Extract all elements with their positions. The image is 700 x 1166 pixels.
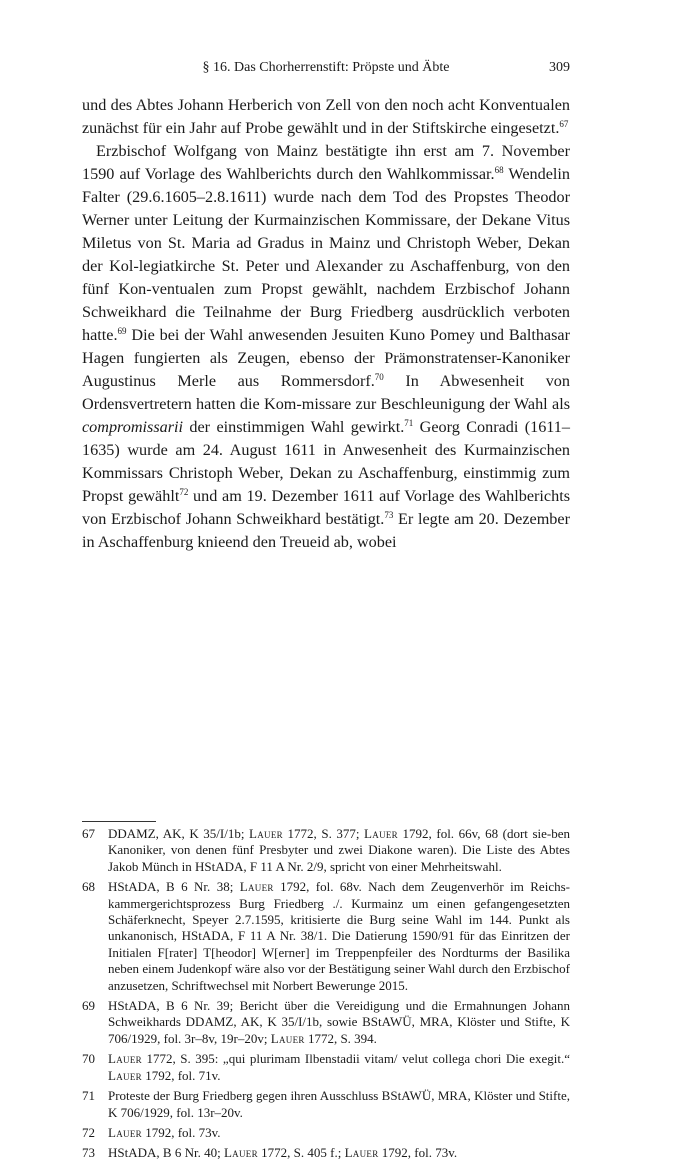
footnote-68: [82, 879, 570, 994]
book-page: [82, 58, 570, 1166]
footnote-text: DDAMZ, AK, K 35/I/1b; Lauer 1772, S. 377; Lauer 1792, fol. 66v, 68 (dort sie-ben Kanoniker, von denen fünf Presbyter und zwei Diakone waren). Die Liste des Abtes Jakob Münch in HStADA, F 11 A Nr. 2/9, spricht von einer Mehrheitswahl.: [108, 826, 570, 874]
footnote-72: [82, 1125, 570, 1141]
footnote-ref-70[interactable]: 70: [374, 372, 384, 382]
footnote-ref-67[interactable]: 67: [559, 119, 569, 129]
footnote-ref-71[interactable]: 71: [404, 418, 414, 428]
author-name: Lauer: [108, 1124, 142, 1140]
footnote-number: 73: [82, 1145, 95, 1161]
running-head: [82, 58, 570, 84]
footnote-71: [82, 1088, 570, 1121]
footnote-text: HStADA, B 6 Nr. 38; Lauer 1792, fol. 68v. Nach dem Zeugenverhör im Reichs-kammergerichtsprozess Burg Friedberg ./. Kurmainz um einen gefangengesetzten Schäferknecht, Speyer 2.7.1595, kritisierte die Burg seine Wahl im 144. Punkt als unkanonisch, HStADA, F 11 A Nr. 38/1. Die Datierung 1590/91 für das Einritzen der Initialen F[rater] T[heodor] W[erner] im Treppenpfeiler des Nordturms der Basilika neben einem Judenkopf wäre also vor der Bestätigung seiner Wahl durch den Erzbischof anzusetzen, Schriftwechsel mit Norbert Bewerunge 2015.: [108, 879, 570, 993]
footnote-list: [82, 826, 570, 1162]
footnote-ref-69[interactable]: 69: [117, 326, 127, 336]
page-number: 309: [549, 60, 570, 75]
footnote-ref-72[interactable]: 72: [179, 487, 189, 497]
footnote-ref-73[interactable]: 73: [384, 510, 394, 520]
author-name: Lauer: [223, 1145, 258, 1161]
author-name: Lauer: [364, 826, 398, 841]
footnote-67: [82, 826, 570, 875]
running-head-title: § 16. Das Chorherrenstift: Pröpste und Äbte: [202, 60, 450, 75]
footnote-text: Proteste der Burg Friedberg gegen ihren Ausschluss BStAWÜ, MRA, Klöster und Stifte, K 706/1929, fol. 13r–20v.: [108, 1088, 570, 1120]
paragraph-2: Erzbischof Wolfgang von Mainz bestätigte ihn erst am 7. November 1590 auf Vorlage des Wahlberichts durch den Wahlkommissar.$^{68}$ Wendelin Falter (29.6.1605–2.8.1611) wurde nach dem Tod des Propstes Theodor Werner unter Leitung der Kurmainzischen Kommissare, der Dekane Vitus Miletus von St. Maria ad Gradus in Mainz und Christoph Weber, Dekan der Kol-legiatkirche St. Peter und Alexander zu Aschaffenburg, von den fünf Kon-ventualen zum Propst gewählt, nachdem Erzbischof Johann Schweikhard die Teilnahme der Burg Friedberg ausdrücklich verboten hatte.$^{69}$ Die bei der Wahl anwesenden Jesuiten Kuno Pomey und Balthasar Hagen fungierten als Zeugen, ebenso der Prämonstratenser-Kanoniker Augustinus Merle aus Rommersdorf.$^{70}$ In Abwesenheit von Ordensvertretern hatten die Kom-missare zur Beschleunigung der Wahl als compromissarii der einstimmigen Wahl gewirkt.$^{71}$ Georg Conradi (1611–1635) wurde am 24. August 1611 in Anwesenheit des Kurmainzischen Kommissars Christoph Weber, Dekan zu Aschaffenburg, einstimmig zum Propst gewählt$^{72}$ und am 19. Dezember 1611 auf Vorlage des Wahlberichts von Erzbischof Johann Schweikhard bestätigt.$^{73}$ Er legte am 20. Dezember in Aschaffenburg knieend den Treueid ab, wobei: [82, 142, 571, 551]
footnote-70: [82, 1051, 570, 1084]
footnote-text: HStADA, B 6 Nr. 40; Lauer 1772, S. 405 f.; Lauer 1792, fol. 73v.: [108, 1145, 458, 1161]
footnote-divider: [82, 821, 156, 822]
author-name: Lauer: [249, 826, 283, 841]
footnote-number: 68: [82, 879, 95, 895]
footnote-73: [82, 1145, 570, 1161]
footnote-number: 71: [82, 1088, 95, 1104]
footnote-number: 70: [82, 1051, 95, 1067]
footnotes: [82, 821, 570, 1162]
paragraph-1: und des Abtes Johann Herberich von Zell von den noch acht Konventualen zunächst für ein Jahr auf Probe gewählt und in der Stiftskirche eingesetzt.$^{67}$: [82, 96, 570, 137]
footnote-ref-68[interactable]: 68: [494, 165, 504, 175]
italic-term: compromissarii: [82, 418, 184, 436]
footnote-number: 69: [82, 998, 95, 1014]
author-name: Lauer: [108, 1051, 142, 1067]
main-text: [82, 94, 570, 554]
author-name: Lauer: [108, 1067, 142, 1083]
footnote-number: 72: [82, 1124, 95, 1140]
footnote-69: [82, 998, 570, 1047]
author-name: Lauer: [270, 1030, 305, 1046]
author-name: Lauer: [344, 1145, 379, 1161]
footnote-text: HStADA, B 6 Nr. 39; Bericht über die Vereidigung und die Ermahnungen Johann Schweikhards DDAMZ, AK, K 35/I/1b, sowie BStAWÜ, MRA, Klöster und Stifte, K 706/1929, fol. 3r–8v, 19r–20v; Lauer 1772, S. 394.: [108, 998, 570, 1046]
footnote-text: Lauer 1792, fol. 73v.: [108, 1124, 221, 1140]
author-name: Lauer: [239, 879, 274, 895]
footnote-number: 67: [82, 826, 95, 841]
footnote-text: Lauer 1772, S. 395: „qui plurimam Ilbenstadii vitam/ velut collega chori Die exegit.“ Lauer 1792, fol. 71v.: [108, 1051, 570, 1083]
